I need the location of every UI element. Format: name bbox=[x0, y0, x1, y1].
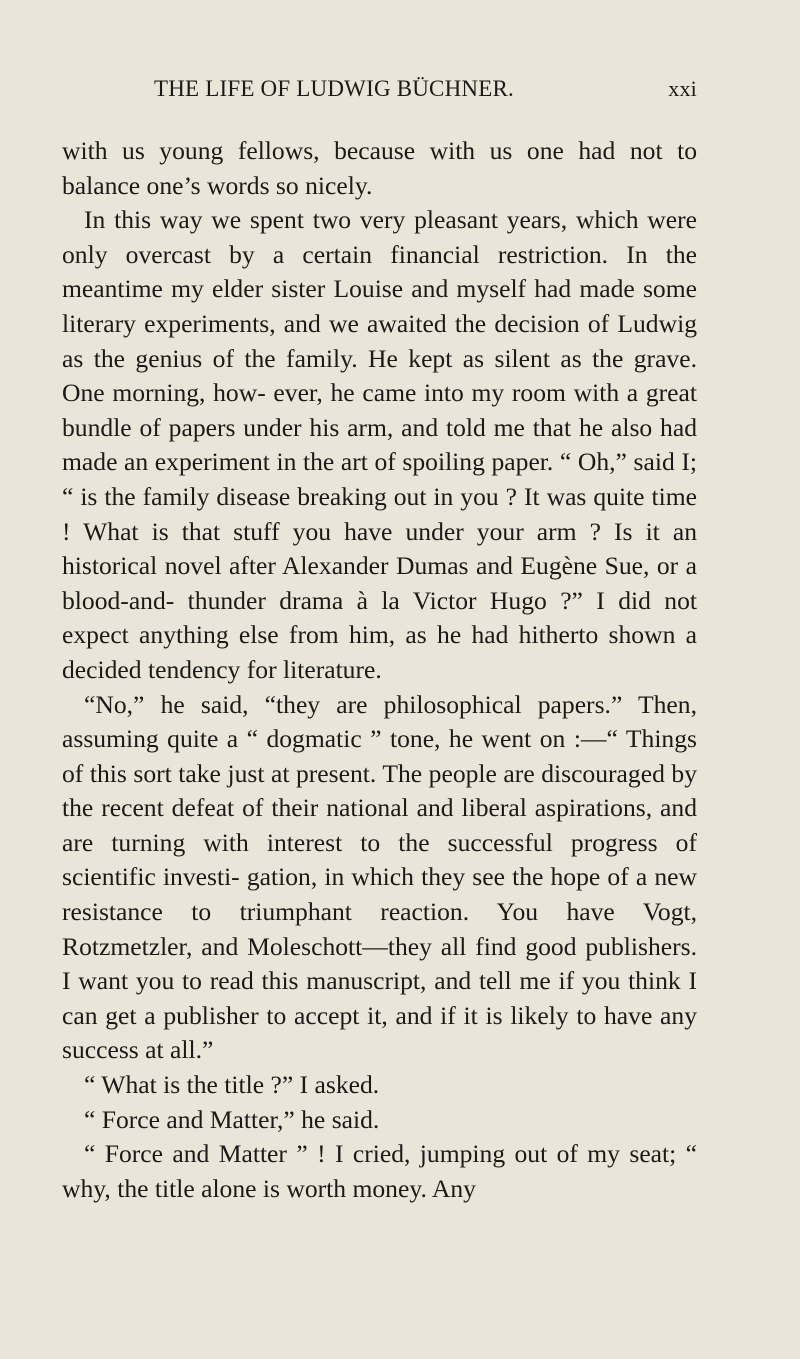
running-title: THE LIFE OF LUDWIG BÜCHNER. bbox=[154, 76, 514, 101]
book-page bbox=[0, 76, 800, 1359]
paragraph-6: “ Force and Matter ” ! I cried, jumping out of my seat; “ why, the title alone is worth money. Any bbox=[62, 1139, 697, 1203]
page-number: xxi bbox=[668, 76, 697, 101]
paragraph-4: “ What is the title ?” I asked. bbox=[84, 1070, 380, 1100]
running-head bbox=[62, 76, 697, 120]
paragraph-3: “No,” he said, “they are philosophical papers.” Then, assuming quite a “ dogmatic ” tone, he went on :—“ Things of this sort take just at present. The people are discouraged by the recent defeat of their national and liberal aspirations, and are turning with interest to the successful progress of scientific investi- gation, in which they see the hope of a new resistance to triumphant reaction. You have Vogt, Rotzmetzler, and Moleschott—they all find good publishers. I want you to read this manuscript, and tell me if you think I can get a publisher to accept it, and if it is likely to have any success at all.” bbox=[62, 689, 697, 1065]
paragraph-5: “ Force and Matter,” he said. bbox=[84, 1104, 380, 1134]
paragraph-2: In this way we spent two very pleasant years, which were only overcast by a certain financial restriction. In the meantime my elder sister Louise and myself had made some literary experiments, and we awaited the decision of Ludwig as the genius of the family. He kept as silent as the grave. One morning, how- ever, he came into my room with a great bundle of papers under his arm, and told me that he also had made an experiment in the art of spoiling paper. “ Oh,” said I; “ is the family disease breaking out in you ? It was quite time ! What is that stuff you have under your arm ? Is it an historical novel after Alexander Dumas and Eugène Sue, or a blood-and- thunder drama à la Victor Hugo ?” I did not expect anything else from him, as he had hitherto shown a decided tendency for literature. bbox=[62, 205, 697, 684]
body-text bbox=[62, 134, 697, 1206]
paragraph-1: with us young fellows, because with us one had not to balance one’s words so nicely. bbox=[62, 136, 697, 200]
